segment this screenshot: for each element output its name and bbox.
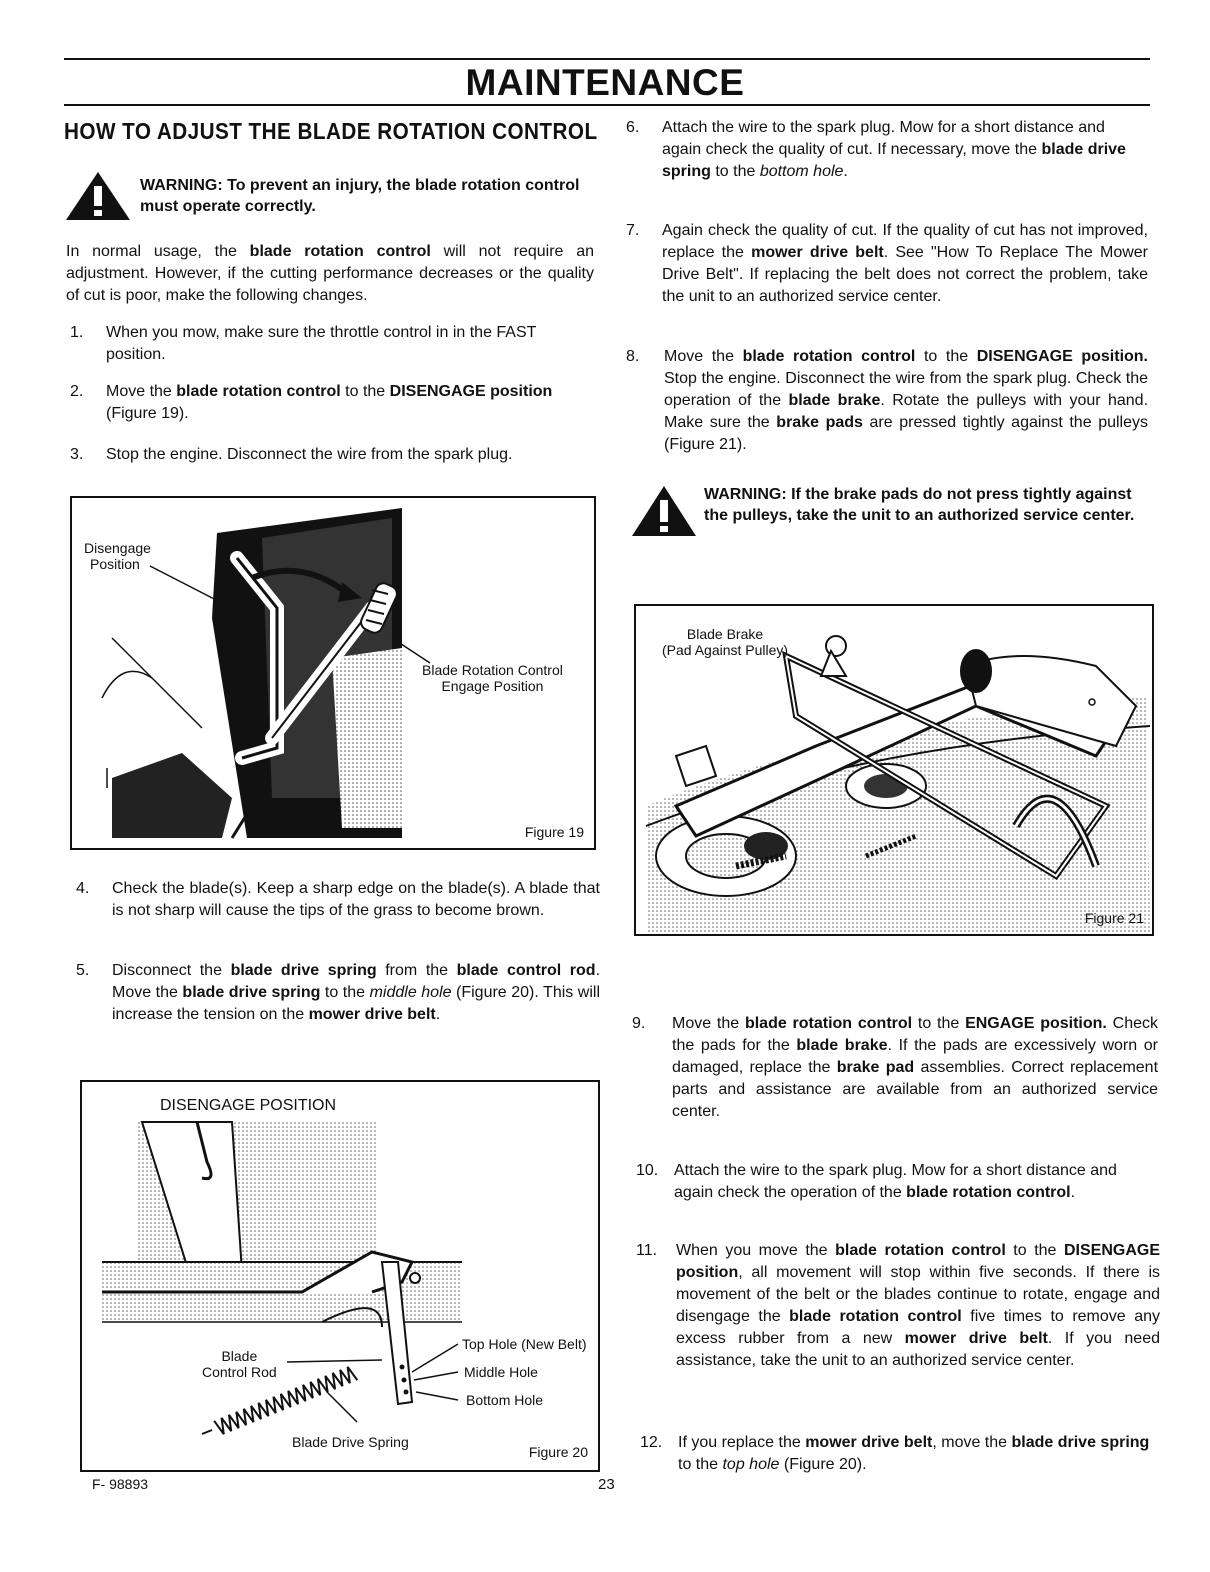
section-heading: HOW TO ADJUST THE BLADE ROTATION CONTROL [64, 118, 598, 144]
step-5: 5. Disconnect the blade drive spring from the blade control rod. Move the blade drive spring to the middle hole (Figure 20). This will increase the tension on the mower drive belt. [76, 962, 601, 1023]
figure-20 [80, 1080, 600, 1472]
figure-19 [70, 496, 596, 850]
warning-text-1: WARNING: To prevent an injury, the blade rotation control must operate correctly. [140, 177, 580, 215]
label-bottom-hole: Bottom Hole [466, 1392, 544, 1408]
step-8: 8. Move the blade rotation control to the DISENGAGE position. Stop the engine. Disconnect the wire from the spark plug. Check the operation of the blade brake. Rotate the pulleys with your hand. Make sure the brake pads are pressed tightly against the pulleys (Figure 21). [626, 348, 1149, 453]
warning-text-2: WARNING: If the brake pads do not press tightly against the pulleys, take the unit to an authorized service center. [704, 486, 1135, 524]
figure-19-caption: Figure 19 [524, 824, 584, 840]
figure-20-caption: Figure 20 [528, 1444, 588, 1460]
page-title: MAINTENANCE [465, 62, 745, 103]
label-middle-hole: Middle Hole [464, 1364, 538, 1380]
figure-21 [634, 604, 1154, 936]
label-disengage-position: Disengage Position [84, 540, 151, 572]
figure-21-caption: Figure 21 [1084, 910, 1144, 926]
step-10: 10. Attach the wire to the spark plug. Mow for a short distance and again check the operation of the blade rotation control. [636, 1162, 1117, 1201]
label-engage-position: Blade Rotation Control Engage Position [422, 662, 563, 694]
step-4: 4. Check the blade(s). Keep a sharp edge on the blade(s). A blade that is not sharp will cause the tips of the grass to become brown. [76, 880, 600, 919]
top-rule [64, 58, 1150, 60]
label-blade-brake: Blade Brake (Pad Against Pulley) [662, 626, 789, 658]
label-blade-drive-spring: Blade Drive Spring [292, 1434, 409, 1450]
step-9: 9. Move the blade rotation control to the ENGAGE position. Check the pads for the blade brake. If the pads are excessively worn or damaged, replace the brake pad assemblies. Correct replacement parts and assistance are available from an authorized service center. [632, 1015, 1159, 1120]
figure-20-title: DISENGAGE POSITION [160, 1097, 337, 1114]
step-3: 3. Stop the engine. Disconnect the wire from the spark plug. [70, 446, 513, 463]
step-2: 2. Move the blade rotation control to the DISENGAGE position (Figure 19). [70, 383, 553, 422]
step-6: 6. Attach the wire to the spark plug. Mow for a short distance and again check the quality of cut. If necessary, move the blade drive spring to the bottom hole. [626, 119, 1126, 180]
blade-control-rod-illustration [82, 1082, 598, 1470]
warning-icon [630, 484, 698, 538]
step-11: 11. When you move the blade rotation control to the DISENGAGE position, all movement will stop within five seconds. If there is movement of the belt or the blades continue to rotate, engage and disengage the blade rotation control five times to remove any excess rubber from a new mower drive belt. If you need assistance, take the unit to an authorized service center. [636, 1242, 1160, 1369]
page-number: 23 [598, 1476, 615, 1493]
step-12: 12. If you replace the mower drive belt, move the blade drive spring to the top hole (Figure 20). [640, 1434, 1150, 1473]
document-number: F- 98893 [92, 1476, 149, 1492]
step-7: 7. Again check the quality of cut. If the quality of cut has not improved, replace the mower drive belt. See "How To Replace The Mower Drive Belt". If replacing the belt does not correct the problem, take the unit to an authorized service center. [626, 222, 1149, 305]
warning-icon [64, 170, 132, 222]
intro-paragraph: In normal usage, the blade rotation control will not require an adjustment. However, if the cutting performance decreases or the quality of cut is poor, make the following changes. [66, 243, 594, 304]
label-top-hole: Top Hole (New Belt) [462, 1336, 587, 1352]
step-1: 1. When you mow, make sure the throttle control in in the FAST position. [70, 324, 537, 363]
label-blade-control-rod: Blade Control Rod [202, 1348, 277, 1380]
title-underline [64, 104, 1150, 106]
